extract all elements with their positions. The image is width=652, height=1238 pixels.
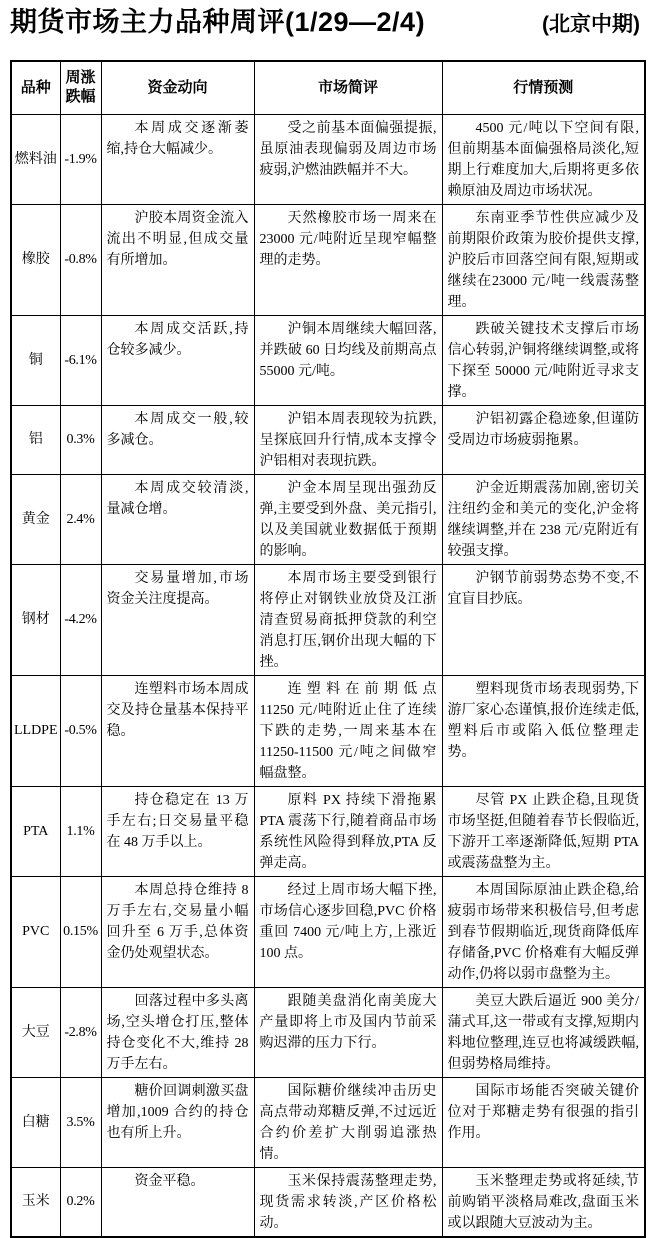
comment-cell: 沪铝本周表现较为抗跌,呈探底回升行情,成本支撑令沪铝相对表现抗跌。 <box>254 405 442 474</box>
table-row <box>11 1167 645 1237</box>
comment-cell: 沪铜本周继续大幅回落,并跌破 60 日均线及前期高点 55000 元/吨。 <box>254 315 442 405</box>
table-row <box>11 786 645 876</box>
comment-cell: 本周市场主要受到银行将停止对钢铁业放贷及江浙清查贸易商抵押贷款的利空消息打压,钢价出现大幅的下挫。 <box>254 564 442 675</box>
comment-cell: 经过上周市场大幅下挫,市场信心逐步回稳,PVC 价格重回 7400 元/吨上方,上涨近 100 点。 <box>254 876 442 987</box>
change-cell: -0.8% <box>60 204 101 315</box>
variety-cell: 玉米 <box>11 1167 60 1237</box>
comment-cell: 受之前基本面偏强提振,虽原油表现偏弱及周边市场疲弱,沪燃油跌幅并不大。 <box>254 114 442 204</box>
funds-cell: 连塑料市场本周成交及持仓量基本保持平稳。 <box>101 675 254 786</box>
comment-cell: 沪金本周呈现出强劲反弹,主要受到外盘、美元指引,以及美国就业数据低于预期的影响。 <box>254 474 442 564</box>
source-label: (北京中期) <box>542 13 640 36</box>
table-body <box>11 114 645 1237</box>
forecast-cell: 沪金近期震荡加剧,密切关注纽约金和美元的变化,沪金将继续调整,并在 238 元/克附近有较强支撑。 <box>442 474 645 564</box>
change-cell: -4.2% <box>60 564 101 675</box>
forecast-cell: 本周国际原油止跌企稳,给疲弱市场带来积极信号,但考虑到春节假期临近,现货商降低库存储备,PVC 价格难有大幅反弹动作,仍将以弱市盘整为主。 <box>442 876 645 987</box>
table-row <box>11 1077 645 1167</box>
forecast-cell: 美豆大跌后逼近 900 美分/蒲式耳,这一带或有支撑,短期内料地位整理,连豆也将减缓跌幅,但弱势格局维持。 <box>442 987 645 1077</box>
change-cell: 0.3% <box>60 405 101 474</box>
column-header-forecast: 行情预测 <box>442 61 645 114</box>
comment-cell: 玉米保持震荡整理走势,现货需求转淡,产区价格松动。 <box>254 1167 442 1237</box>
forecast-cell: 塑料现货市场表现弱势,下游厂家心态谨慎,报价连续走低,塑料后市或陷入低位整理走势。 <box>442 675 645 786</box>
variety-cell: 铝 <box>11 405 60 474</box>
funds-cell: 沪胶本周资金流入流出不明显,但成交量有所增加。 <box>101 204 254 315</box>
funds-cell: 回落过程中多头离场,空头增仓打压,整体持仓变化不大,维持 28 万手左右。 <box>101 987 254 1077</box>
forecast-cell: 4500 元/吨以下空间有限,但前期基本面偏强格局淡化,短期上行难度加大,后期将更多依赖原油及周边市场状况。 <box>442 114 645 204</box>
forecast-cell: 玉米整理走势或将延续,节前购销平淡格局难改,盘面玉米或以跟随大豆波动为主。 <box>442 1167 645 1237</box>
funds-cell: 持仓稳定在 13 万手左右;日交易量平稳在 48 万手以上。 <box>101 786 254 876</box>
comment-cell: 国际糖价继续冲击历史高点带动郑糖反弹,不过远近合约价差扩大削弱追涨热情。 <box>254 1077 442 1167</box>
table-row <box>11 204 645 315</box>
table-row <box>11 876 645 987</box>
variety-cell: 黄金 <box>11 474 60 564</box>
comment-cell: 连塑料在前期低点 11250 元/吨附近止住了连续下跌的走势,一周来基本在 11250-11500 元/吨之间做窄幅盘整。 <box>254 675 442 786</box>
variety-cell: PVC <box>11 876 60 987</box>
change-cell: 0.15% <box>60 876 101 987</box>
table-row <box>11 114 645 204</box>
page-title: 期货市场主力品种周评(1/29—2/4) <box>10 7 426 37</box>
change-cell: 1.1% <box>60 786 101 876</box>
change-cell: -2.8% <box>60 987 101 1077</box>
variety-cell: 橡胶 <box>11 204 60 315</box>
variety-cell: 白糖 <box>11 1077 60 1167</box>
funds-cell: 本周成交较清淡,量减仓增。 <box>101 474 254 564</box>
table-row <box>11 405 645 474</box>
page-header <box>10 8 644 38</box>
weekly-review-table <box>10 60 646 1238</box>
forecast-cell: 跌破关键技术支撑后市场信心转弱,沪铜将继续调整,或将下探至 50000 元/吨附近寻求支撑。 <box>442 315 645 405</box>
change-cell: 3.5% <box>60 1077 101 1167</box>
variety-cell: 铜 <box>11 315 60 405</box>
forecast-cell: 东南亚季节性供应减少及前期限价政策为胶价提供支撑,沪胶后市回落空间有限,短期或继续在23000 元/吨一线震荡整理。 <box>442 204 645 315</box>
variety-cell: 大豆 <box>11 987 60 1077</box>
funds-cell: 本周成交活跃,持仓较多减少。 <box>101 315 254 405</box>
table-row <box>11 564 645 675</box>
column-header-change: 周涨跌幅 <box>60 61 101 114</box>
column-header-funds: 资金动向 <box>101 61 254 114</box>
funds-cell: 糖价回调刺激买盘增加,1009 合约的持仓也有所上升。 <box>101 1077 254 1167</box>
change-cell: -0.5% <box>60 675 101 786</box>
change-cell: -6.1% <box>60 315 101 405</box>
forecast-cell: 国际市场能否突破关键价位对于郑糖走势有很强的指引作用。 <box>442 1077 645 1167</box>
table-header-row <box>11 61 645 114</box>
variety-cell: 钢材 <box>11 564 60 675</box>
forecast-cell: 尽管 PX 止跌企稳,且现货市场坚挺,但随着春节长假临近,下游开工率逐渐降低,短期 PTA 或震荡盘整为主。 <box>442 786 645 876</box>
change-cell: 2.4% <box>60 474 101 564</box>
table-row <box>11 315 645 405</box>
variety-cell: PTA <box>11 786 60 876</box>
comment-cell: 跟随美盘消化南美庞大产量即将上市及国内节前采购迟滞的压力下行。 <box>254 987 442 1077</box>
comment-cell: 原料 PX 持续下滑拖累 PTA 震荡下行,随着商品市场系统性风险得到释放,PTA 反弹走高。 <box>254 786 442 876</box>
funds-cell: 本周总持仓维持 8 万手左右,交易量小幅回升至 6 万手,总体资金仍处观望状态。 <box>101 876 254 987</box>
table-row <box>11 474 645 564</box>
funds-cell: 本周成交一般,较多减仓。 <box>101 405 254 474</box>
variety-cell: 燃料油 <box>11 114 60 204</box>
column-header-variety: 品种 <box>11 61 60 114</box>
variety-cell: LLDPE <box>11 675 60 786</box>
change-cell: -1.9% <box>60 114 101 204</box>
funds-cell: 交易量增加,市场资金关注度提高。 <box>101 564 254 675</box>
table-header <box>11 61 645 114</box>
funds-cell: 本周成交逐渐萎缩,持仓大幅减少。 <box>101 114 254 204</box>
table-row <box>11 675 645 786</box>
forecast-cell: 沪钢节前弱势态势不变,不宜盲目抄底。 <box>442 564 645 675</box>
funds-cell: 资金平稳。 <box>101 1167 254 1237</box>
column-header-comment: 市场简评 <box>254 61 442 114</box>
change-cell: 0.2% <box>60 1167 101 1237</box>
forecast-cell: 沪铝初露企稳迹象,但谨防受周边市场疲弱拖累。 <box>442 405 645 474</box>
comment-cell: 天然橡胶市场一周来在23000 元/吨附近呈现窄幅整理的走势。 <box>254 204 442 315</box>
